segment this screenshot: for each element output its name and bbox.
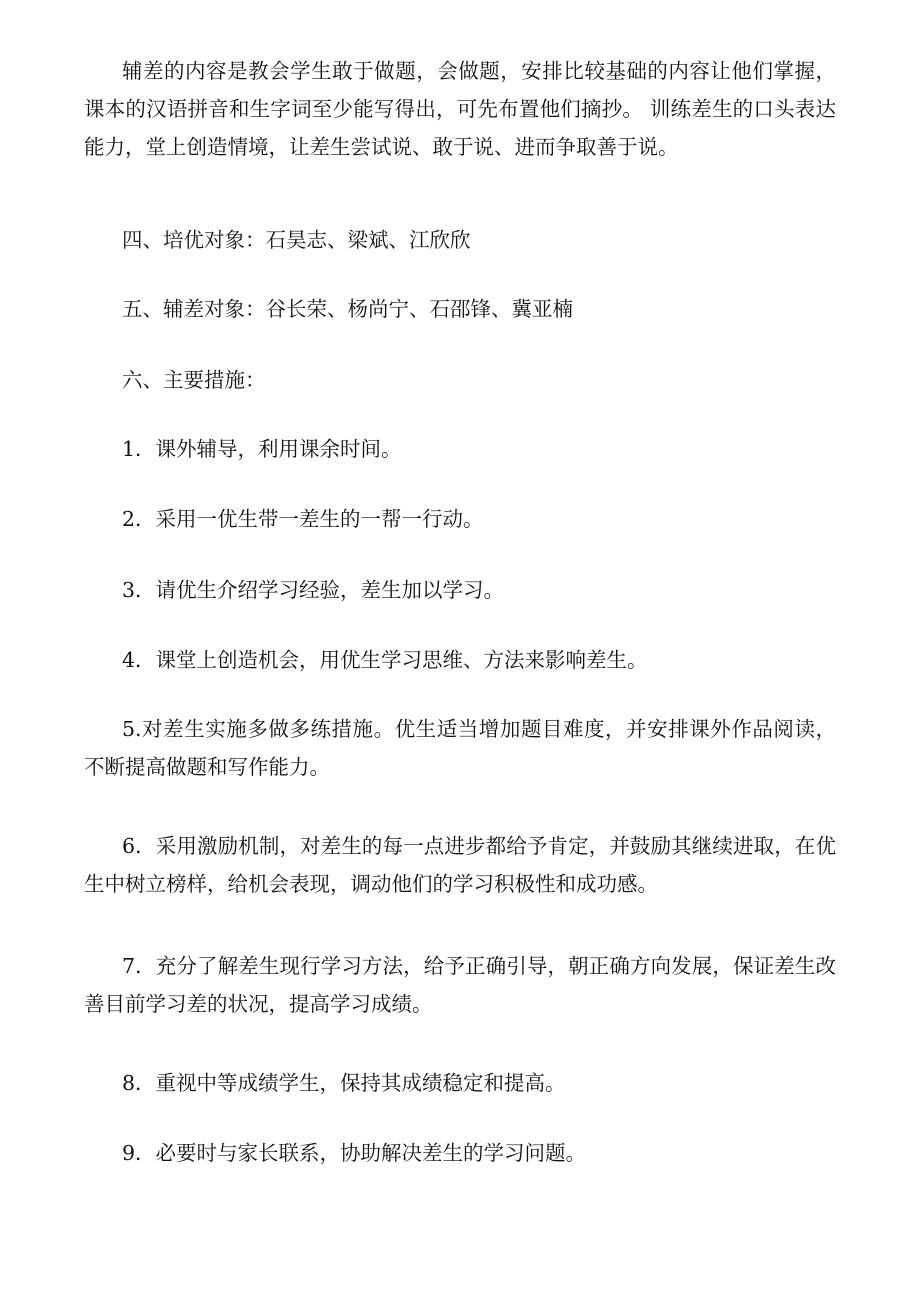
measure-item-3: 3．请优生介绍学习经验，差生加以学习。 <box>122 578 505 602</box>
measure-item-6: 6．采用激励机制，对差生的每一点进步都给予肯定，并鼓励其继续进取，在优生中树立榜样，给机会表现，调动他们的学习积极性和成功感。 <box>84 834 836 896</box>
section-four-heading: 四、培优对象：石昊志、梁斌、江欣欣 <box>122 228 471 252</box>
section-five-heading: 五、辅差对象：谷长荣、杨尚宁、石邵锋、冀亚楠 <box>122 297 573 321</box>
section-six-heading: 六、主要措施： <box>122 368 266 392</box>
measure-item-4: 4．课堂上创造机会，用优生学习思维、方法来影响差生。 <box>122 648 648 672</box>
measure-item-7: 7．充分了解差生现行学习方法，给予正确引导，朝正确方向发展，保证差生改善目前学习差的状况，提高学习成绩。 <box>84 954 836 1016</box>
measure-item-5: 5.对差生实施多做多练措施。优生适当增加题目难度，并安排课外作品阅读，不断提高做题和写作能力。 <box>84 717 836 779</box>
measure-item-9: 9．必要时与家长联系，协助解决差生的学习问题。 <box>122 1141 587 1165</box>
measure-item-8: 8．重视中等成绩学生，保持其成绩稳定和提高。 <box>122 1071 566 1095</box>
measure-item-2: 2．采用一优生带一差生的一帮一行动。 <box>122 507 484 531</box>
intro-paragraph: 辅差的内容是教会学生敢于做题，会做题，安排比较基础的内容让他们掌握，课本的汉语拼音和生字词至少能写得出，可先布置他们摘抄。 训练差生的口头表达能力，堂上创造情境，让差生尝试说、敢于说、进而争取善于说。 <box>84 59 836 159</box>
measure-item-1: 1．课外辅导，利用课余时间。 <box>122 437 402 461</box>
